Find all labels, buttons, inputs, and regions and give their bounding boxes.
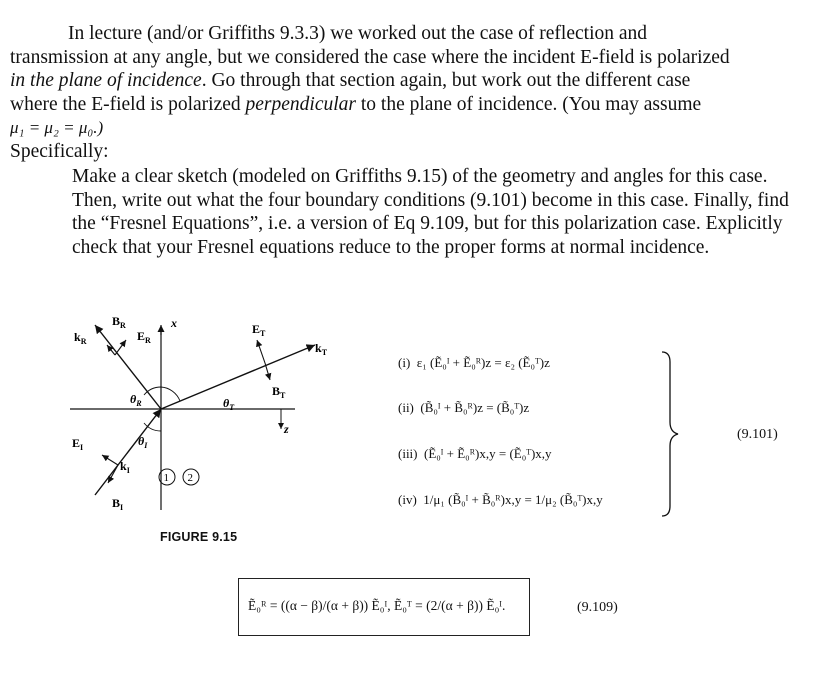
problem-line-3: . Go through that section again, but work out the different case xyxy=(201,70,691,91)
equation-i: (i) ε₁ (Ẽ₀ᴵ + Ẽ₀ᴿ)z = ε₂ (Ẽ₀ᵀ)z xyxy=(398,355,550,370)
reflected-e-arrow xyxy=(115,340,126,355)
label-thetaR: $\theta_R$ xyxy=(130,392,142,408)
label-ER: $E_R$ xyxy=(137,329,151,345)
problem-line-5: μ₁ = μ₂ = μ₀.) xyxy=(10,118,104,137)
label-x: x xyxy=(171,316,177,330)
label-kI: $k_I$ xyxy=(120,459,130,475)
problem-line-1: In lecture (and/or Griffiths 9.3.3) we worked out the case of reflection and xyxy=(68,23,648,44)
task-block: Make a clear sketch (modeled on Griffiths 9.15) of the geometry and angles for this case. Then, write out what the four boundary conditions (9.101) become in this case. Finally, find the “Fresnel Equations”, i.e. a version of Eq 9.109, but for this polarization case. Explicitly check that your Fresnel equations reduce to the proper forms at normal incidence. xyxy=(72,166,789,258)
equation-iv: (iv) 1/μ₁ (B̃₀ᴵ + B̃₀ᴿ)x,y = 1/μ₂ (B̃₀ᵀ)x,y xyxy=(398,492,603,507)
incident-ray xyxy=(95,409,161,495)
right-brace xyxy=(660,350,680,518)
figure-caption: FIGURE 9.15 xyxy=(160,530,238,544)
label-z: z xyxy=(284,422,289,436)
problem-line-4: where the E-field is polarized xyxy=(10,93,241,115)
label-thetaI: $\theta_I$ xyxy=(138,434,148,450)
transmitted-ray xyxy=(161,345,315,409)
medium-1-label: 1 xyxy=(163,472,169,484)
label-thetaT: $\theta_T$ xyxy=(223,396,235,412)
equation-number-9-109: (9.109) xyxy=(577,600,618,615)
equation-iii: (iii) (Ẽ₀ᴵ + Ẽ₀ᴿ)x,y = (Ẽ₀ᵀ)x,y xyxy=(398,446,552,461)
label-BR: $B_R$ xyxy=(112,314,126,330)
equation-ii: (ii) (B̃₀ᴵ + B̃₀ᴿ)z = (B̃₀ᵀ)z xyxy=(398,400,530,415)
incident-e-arrow xyxy=(102,455,118,465)
problem-line-4b: to the plane of incidence. (You may assume xyxy=(360,93,702,115)
medium-2-label: 2 xyxy=(187,472,193,484)
label-EI: $E_I$ xyxy=(72,436,84,452)
label-BT: $B_T$ xyxy=(272,384,286,400)
problem-line-2: transmission at any angle, but we considered the case where the incident E-field is polarized xyxy=(10,46,730,68)
label-kT: $k_T$ xyxy=(315,341,328,357)
transmitted-e-arrow xyxy=(257,340,265,363)
theta-t-arc xyxy=(161,387,180,401)
label-ET: $E_T$ xyxy=(252,322,266,338)
label-BI: $B_I$ xyxy=(112,496,124,512)
problem-line-4-emphasis: perpendicular xyxy=(245,93,357,115)
label-kR: $k_R$ xyxy=(74,330,87,346)
incident-b-arrow xyxy=(108,465,118,483)
problem-line-3-emphasis: in the plane of incidence xyxy=(10,70,202,91)
equation-number-9-101: (9.101) xyxy=(737,427,778,442)
figure-9-15 xyxy=(60,305,328,525)
transmitted-b-arrow xyxy=(265,363,270,380)
fresnel-equation: Ẽ₀ᴿ = ((α − β)/(α + β)) Ẽ₀ᴵ, Ẽ₀ᵀ = (2/(α + β)) Ẽ₀ᴵ. xyxy=(248,598,506,613)
reflected-ray xyxy=(95,325,161,409)
specifically-label: Specifically: xyxy=(10,140,109,162)
problem-paragraph xyxy=(10,22,810,163)
